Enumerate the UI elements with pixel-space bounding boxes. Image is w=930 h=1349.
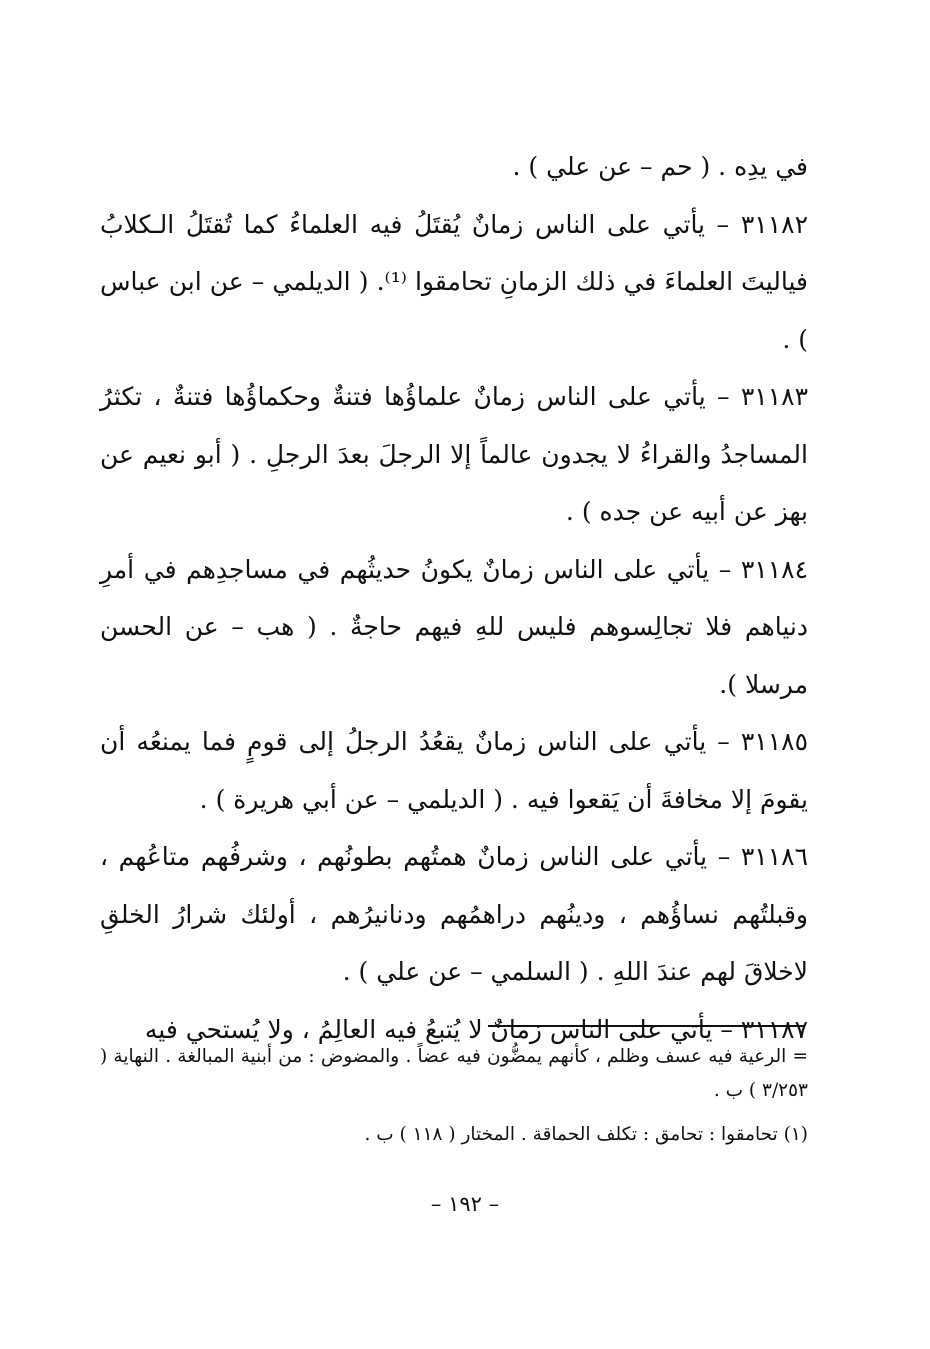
hadith-31182: ٣١١٨٢ – يأتي على الناس زمانٌ يُقتَلُ فيه العلماءُ كما تُقتَلُ الـكلابُ فياليتَ العلماءَ في ذلك الزمانِ تحامقوا ⁽¹⁾. ( الديلمي – عن ابن عباس ) . xyxy=(100,209,808,354)
hadith-31186: ٣١١٨٦ – يأتي على الناس زمانٌ همتُهم بطونُهم ، وشرفُهم متاعُهم ، وقبلتُهم نساؤُهم ، ودينُهم دراهمُهم ودنانيرُهم ، أولئك شرارُ الخلقِ لاخلاقَ لهم عندَ اللهِ . ( السلمي – عن علي ) . xyxy=(100,842,808,986)
text-line-intro: في يدِه . ( حم – عن علي ) . xyxy=(512,152,808,181)
main-text xyxy=(100,138,808,1058)
footnotes xyxy=(100,1040,808,1152)
hadith-31187: ٣١١٨٧ – يأتي على الناس زمانٌ لا يُتبعُ فيه العالِمُ ، ولا يُستحي فيه xyxy=(144,1014,808,1044)
footnote-divider xyxy=(488,1025,804,1027)
footnote-1: (١) تحامقوا : تحامق : تكلف الحماقة . المختار ( ١١٨ ) ب . xyxy=(364,1124,808,1145)
hadith-31185: ٣١١٨٥ – يأتي على الناس زمانٌ يقعُدُ الرجلُ إلى قومٍ فما يمنعُه أن يقومَ إلا مخافةَ أن يَقعوا فيه . ( الديلمي – عن أبي هريرة ) . xyxy=(100,727,808,814)
hadith-31183: ٣١١٨٣ – يأتي على الناس زمانٌ علماؤُها فتنةٌ وحكماؤُها فتنةٌ ، تكثرُ المساجدُ والقراءُ لا يجدون عالماً إلا الرجلَ بعدَ الرجلِ . ( أبو نعيم عن بهز عن أبيه عن جده ) . xyxy=(100,382,808,526)
hadith-31184: ٣١١٨٤ – يأتي على الناس زمانٌ يكونُ حديثُهم في مساجدِهم في أمرِ دنياهم فلا تجالِسوهم فليس للهِ فيهم حاجةٌ . ( هب – عن الحسن مرسلا ). xyxy=(100,554,808,699)
footnote-continuation: = الرعية فيه عسف وظلم ، كأنهم يمضُّون فيه عضاً . والمضوض : من أبنية المبالغة . النهاية ( ٣/٢٥٣ ) ب . xyxy=(100,1046,808,1101)
page-number: – ١٩٢ – xyxy=(430,1192,500,1216)
